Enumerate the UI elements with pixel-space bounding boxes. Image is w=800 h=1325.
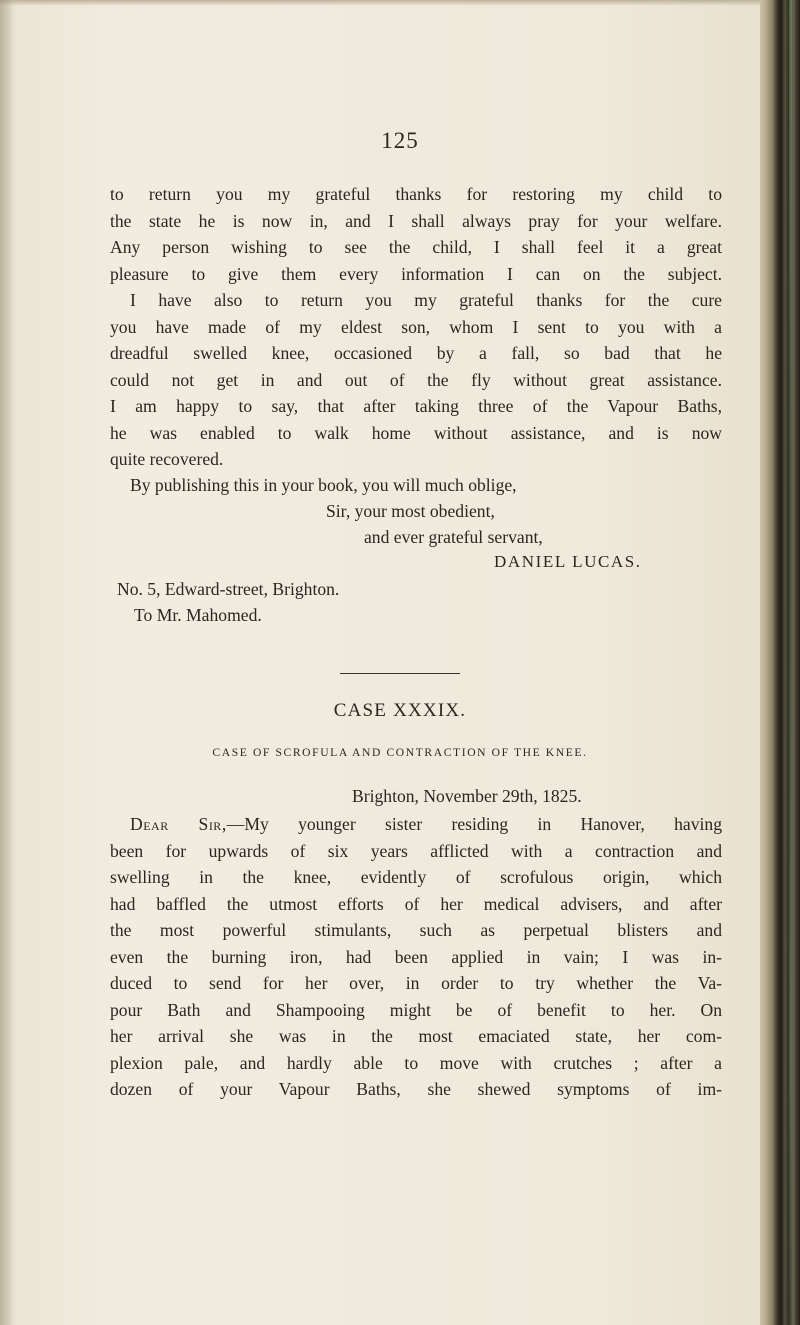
case-heading: CASE XXXIX. [333,700,467,721]
case-line: the most powerful stimulants, such as perpetual blisters and [110,920,722,940]
book-spine [760,0,800,1325]
letter-line: dreadful swelled knee, occasioned by a fall, so bad that he [110,343,722,363]
case-dateline: Brighton, November 29th, 1825. [352,786,582,806]
book-spine-highlight [789,0,792,1325]
case-line: her arrival she was in the most emaciated state, her com- [110,1026,722,1046]
letter-body [110,181,722,473]
letter-line: quite recovered. [110,449,224,469]
page-top-edge [0,0,800,6]
case-line: plexion pale, and hardly able to move with crutches ; after a [110,1052,722,1073]
closing-line: and ever grateful servant, [364,527,543,547]
signature: DANIEL LUCAS. [494,552,642,571]
letter-line: to return you my grateful thanks for restoring my child to [110,184,722,204]
case-line: had baffled the utmost efforts of her medical advisers, and after [110,893,722,914]
salutation: Dear Sir, [130,814,227,834]
letter-line: you have made of my eldest son, whom I sent to you with a [110,316,722,337]
letter-line: I have also to return you my grateful thanks for the cure [130,290,722,310]
page-left-shadow [0,0,14,1325]
letter-line: he was enabled to walk home without assistance, and is now [110,422,722,443]
page-number: 125 [381,128,419,153]
letter-line: the state he is now in, and I shall always pray for your welfare. [110,210,722,231]
letter-line: pleasure to give them every information I can on the subject. [110,263,722,284]
recipient-line: To Mr. Mahomed. [134,605,262,625]
case-line-text: —My younger sister residing in Hanover, having [226,814,722,834]
section-divider [340,673,460,674]
case-line: been for upwards of six years afflicted with a contraction and [110,840,722,861]
case-line: pour Bath and Shampooing might be of benefit to her. On [110,999,722,1020]
letter-line: I am happy to say, that after taking three of the Vapour Baths, [110,396,722,416]
case-line: even the burning iron, had been applied in vain; I was in- [110,946,722,967]
letter-line: Any person wishing to see the child, I shall feel it a great [110,237,722,257]
case-line-first [110,811,722,838]
closing-line: By publishing this in your book, you will much oblige, [130,475,517,495]
case-line: swelling in the knee, evidently of scrofulous origin, which [110,867,722,887]
letter-line: could not get in and out of the fly without great assistance. [110,369,722,390]
sender-address: No. 5, Edward-street, Brighton. [117,579,340,599]
closing-line: Sir, your most obedient, [326,501,495,521]
case-line: dozen of your Vapour Baths, she shewed symptoms of im- [110,1079,722,1099]
case-subheading: CASE OF SCROFULA AND CONTRACTION OF THE KNEE. [212,746,588,759]
case-line: duced to send for her over, in order to try whether the Va- [110,973,722,993]
case-body [110,811,722,1103]
